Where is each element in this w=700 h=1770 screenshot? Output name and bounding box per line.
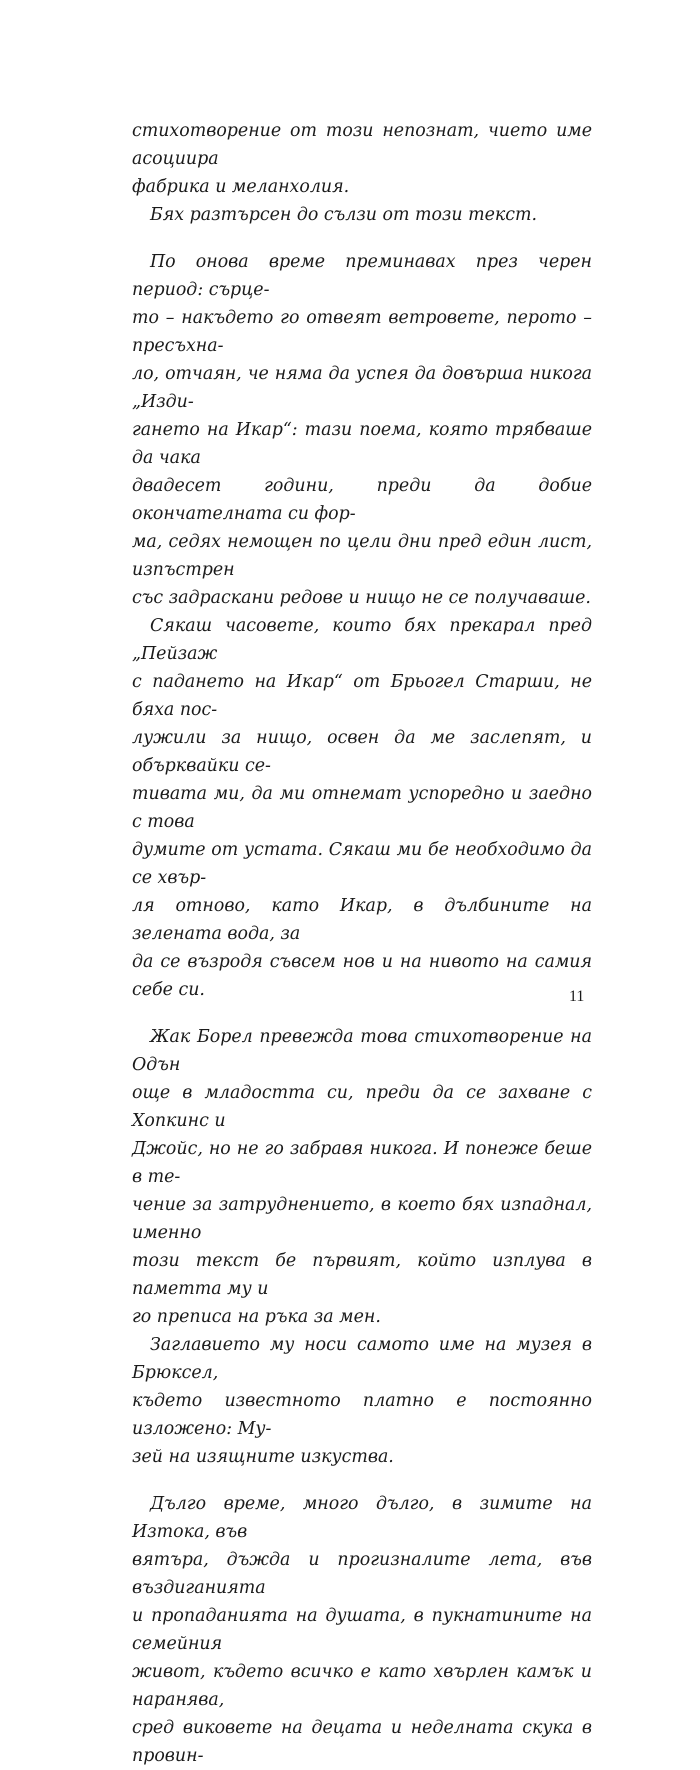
page-number: 11: [569, 988, 585, 1005]
paragraph: Сякаш часовете, които бях прекарал пред „Пейзаж с падането на Икар“ от Брьогел Старши, не бяха пос- лужили за нищо, освен да ме заслепят, и обърквайки се- тивата ми, да ми отнемат успоредно и заедно с това думите от устата. Сякаш ми бе необходимо да се хвър- ля отново, като Икар, в дълбините на зелената вода, за да се възродя съвсем нов и на нивото на самия себе си.: [132, 616, 592, 1000]
paragraph: По онова време преминавах през черен период: сърце- то – накъдето го отвеят ветровете, перото – пресъхна- ло, отчаян, че няма да успея да довърша никога „Изди- гането на Икар“: тази поема, която трябваше да чака двадесет години, преди да добие окончателната си фор- ма, седях немощен по цели дни пред един лист, изпъстрен със задраскани редове и нищо не се получаваше.: [132, 252, 592, 608]
paragraph: Жак Борел превежда това стихотворение на Одън още в младостта си, преди да се захване с Хопкинс и Джойс, но не го забравя никога. И понеже беше в те- чение за затруднението, в което бях изпаднал, именно този текст бе първият, който изплува в паметта му и го преписа на ръка за мен.: [132, 1027, 592, 1327]
body-text: [132, 117, 592, 1770]
section-gap: [132, 1004, 592, 1023]
section-gap: [132, 1471, 592, 1490]
paragraph-continuation: стихотворение от този непознат, чието име асоциира фабрика и меланхолия.: [132, 121, 592, 197]
paragraph: Бях разтърсен до сълзи от този текст.: [150, 205, 538, 225]
section-gap: [132, 229, 592, 248]
paragraph: Дълго време, много дълго, в зимите на Изтока, във вятъра, дъжда и прогизналите лета, във въздиганията и пропаданията на душата, в пукнатините на семейния живот, където всичко е като хвърлен камък и наранява, сред виковете на децата и неделната скука в провин-: [132, 1494, 592, 1766]
paragraph: Заглавието му носи самото име на музея в Брюксел, където известното платно е постоянно изложено: Му- зей на изящните изкуства.: [132, 1335, 592, 1467]
